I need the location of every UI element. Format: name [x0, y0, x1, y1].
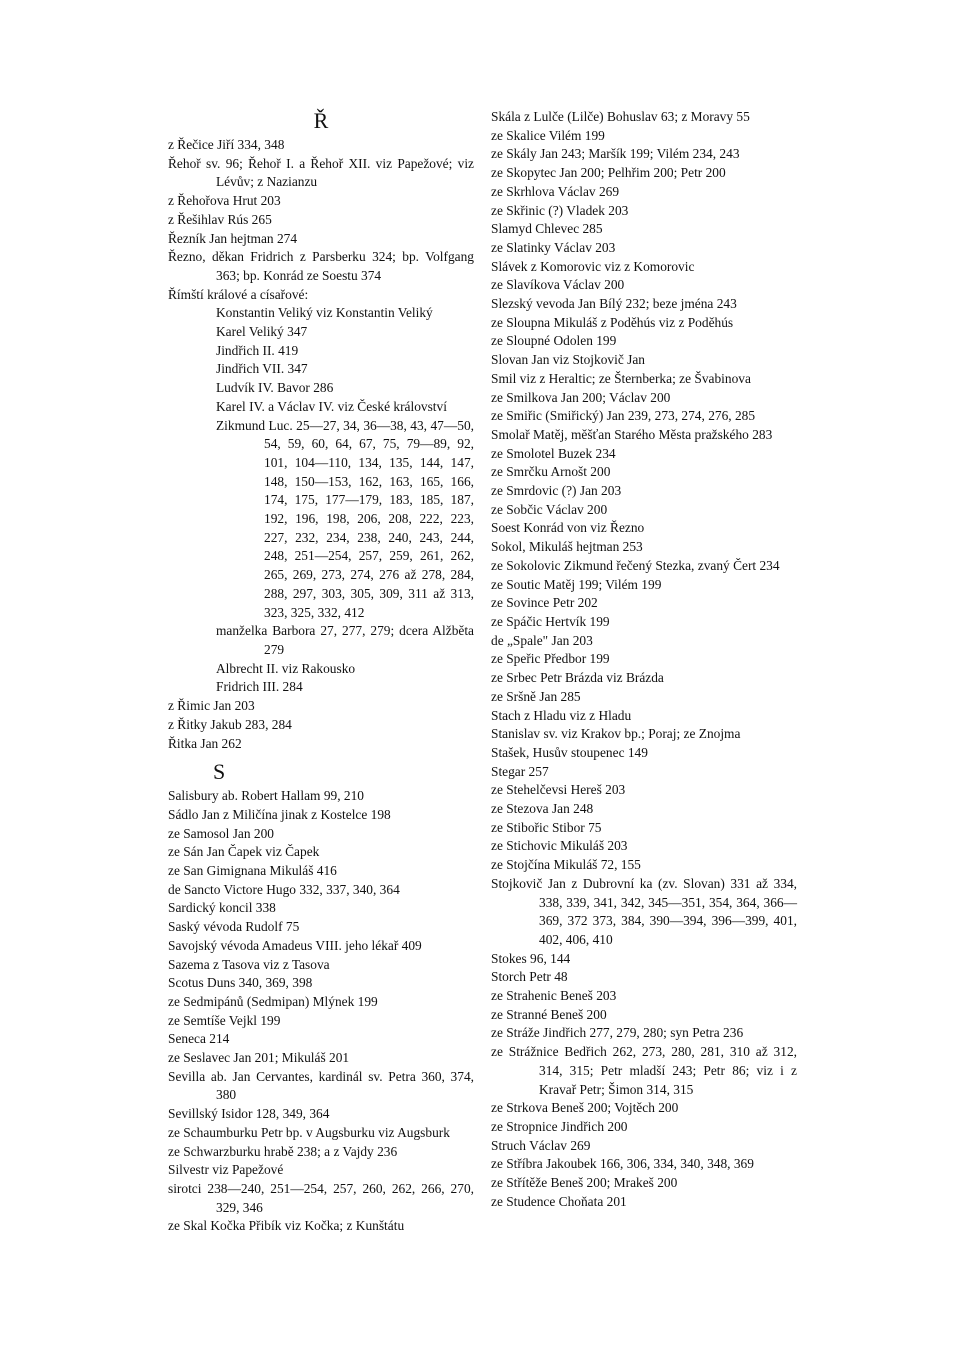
index-subentry: Albrecht II. viz Rakousko: [216, 660, 356, 676]
index-entry: z Řehořova Hrut 203: [168, 193, 281, 209]
index-entry: Soest Konrád von viz Řezno: [491, 520, 645, 536]
index-entry: Salisbury ab. Robert Hallam 99, 210: [168, 788, 364, 804]
index-entry: ze Skrhlova Václav 269: [491, 183, 620, 199]
index-entry: ze Sedmipánů (Sedmipan) Mlýnek 199: [168, 993, 378, 1009]
index-entry: Seneca 214: [168, 1031, 230, 1047]
index-entry: de Sancto Victore Hugo 332, 337, 340, 364: [168, 881, 400, 897]
index-entry: ze Slatinky Václav 203: [491, 239, 616, 255]
index-entry: ze Skopytec Jan 200; Pelhřim 200; Petr 200: [491, 165, 726, 181]
index-entry: Silvestr viz Papežové: [168, 1162, 284, 1178]
index-entry: ze Stráže Jindřich 277, 279, 280; syn Petra 236: [491, 1025, 744, 1041]
index-entry: Sardický koncil 338: [168, 900, 276, 916]
index-entry: ze Stichovic Mikuláš 203: [491, 838, 628, 854]
index-entry: Saský vévoda Rudolf 75: [168, 919, 300, 935]
index-entry: Savojský vévoda Amadeus VIII. jeho lékař 409: [168, 937, 422, 953]
index-entry: Stanislav sv. viz Krakov bp.; Poraj; ze Znojma: [491, 726, 741, 742]
index-entry: ze Soutic Matěj 199; Vilém 199: [491, 576, 662, 592]
index-entry: ze Semtíše Vejkl 199: [168, 1012, 281, 1028]
index-entry: ze Smilkova Jan 200; Václav 200: [491, 389, 671, 405]
index-list-r: [168, 136, 474, 753]
index-entry: ze Skřinic (?) Vladek 203: [491, 202, 629, 218]
index-entry: Stach z Hladu viz z Hladu: [491, 707, 632, 723]
index-entry: ze Stehelčevsi Hereš 203: [491, 782, 626, 798]
index-entry: Struch Václav 269: [491, 1137, 591, 1153]
index-entry: Stašek, Husův stoupenec 149: [491, 744, 648, 760]
index-entry: ze Sovince Petr 202: [491, 595, 598, 611]
index-entry: Slovan Jan viz Stojkovič Jan: [491, 352, 645, 368]
index-entry: ze Stezova Jan 248: [491, 801, 594, 817]
section-heading-r: Ř: [313, 108, 329, 133]
index-entry: ze Samosol Jan 200: [168, 825, 274, 841]
index-list-right: [491, 108, 797, 1211]
index-entry: z Řečice Jiří 334, 348: [168, 137, 285, 152]
index-entry: z Řešihlav Rús 265: [168, 211, 272, 227]
index-entry: ze Skály Jan 243; Maršík 199; Vilém 234, 243: [491, 146, 740, 162]
index-entry: ze Srbec Petr Brázda viz Brázda: [491, 670, 664, 686]
index-entry: ze Smrčku Arnošt 200: [491, 464, 611, 480]
index-entry: ze Schaumburku Petr bp. v Augsburku viz Augsburk: [168, 1124, 450, 1140]
index-entry: ze Slavíkova Václav 200: [491, 277, 625, 293]
index-entry: Slamyd Chlevec 285: [491, 221, 603, 237]
index-entry: Římští králové a císařové:: [168, 286, 309, 302]
index-entry: ze Studence Choňata 201: [491, 1193, 627, 1209]
index-entry: ze Stříbra Jakoubek 166, 306, 334, 340, 348, 369: [491, 1156, 754, 1172]
index-entry: Sádlo Jan z Miličína jinak z Kostelce 198: [168, 806, 391, 822]
index-entry: Smil viz z Heraltic; ze Šternberka; ze Švabinova: [491, 370, 751, 386]
index-entry: Řehoř sv. 96; Řehoř I. a Řehoř XII. viz Papežové; viz Lévův; z Nazianzu: [168, 155, 474, 190]
index-entry: ze Sloupné Odolen 199: [491, 333, 617, 349]
index-entry: ze Sloupna Mikuláš z Poděhús viz z Poděhús: [491, 314, 734, 330]
index-subentry: manželka Barbora 27, 277, 279; dcera Alžběta 279: [216, 623, 474, 657]
index-entry: Stokes 96, 144: [491, 950, 571, 966]
index-entry: Řitka Jan 262: [168, 735, 242, 751]
right-column: [491, 108, 797, 1211]
index-entry: Řezno, děkan Fridrich z Parsberku 324; bp. Volfgang 363; bp. Konrád ze Soestu 374: [168, 249, 474, 283]
index-entry: ze Střítěže Beneš 200; Mrakeš 200: [491, 1175, 678, 1191]
index-entry: ze Seslavec Jan 201; Mikuláš 201: [168, 1050, 350, 1066]
index-entry: Sevillský Isidor 128, 349, 364: [168, 1106, 330, 1122]
left-column: [168, 108, 474, 1236]
index-entry: ze Schwarzburku hrabě 238; a z Vajdy 236: [168, 1143, 398, 1159]
index-entry: ze Smrdovic (?) Jan 203: [491, 483, 622, 499]
index-entry: ze Stranné Beneš 200: [491, 1006, 607, 1022]
index-entry: Stojkovič Jan z Dubrovní ka (zv. Slovan) 331 až 334, 338, 339, 341, 342, 345—351, 354, 364, 366—369, 372 373, 384, 390—394, 396—399, 401, 402, 406, 410: [491, 875, 797, 947]
index-entry: sirotci 238—240, 251—254, 257, 260, 262, 266, 270, 329, 346: [168, 1180, 474, 1215]
index-entry: Sokol, Mikuláš hejtman 253: [491, 539, 643, 555]
index-entry: ze Stojčína Mikuláš 72, 155: [491, 857, 641, 873]
index-entry: Slezský vevoda Jan Bílý 232; beze jména 243: [491, 296, 737, 312]
index-entry: ze Sobčic Václav 200: [491, 501, 608, 517]
index-entry: ze Skal Kočka Přibík viz Kočka; z Kunštátu: [168, 1218, 405, 1234]
index-entry: ze Strkova Beneš 200; Vojtěch 200: [491, 1100, 679, 1116]
index-entry: ze Sán Jan Čapek viz Čapek: [168, 844, 320, 860]
index-entry: Řezník Jan hejtman 274: [168, 230, 298, 246]
index-entry: z Řimic Jan 203: [168, 698, 255, 714]
index-entry: ze Skalice Vilém 199: [491, 127, 605, 143]
index-entry: ze Sokolovic Zikmund řečený Stezka, zvaný Čert 234: [491, 557, 780, 573]
index-entry: ze Strážnice Bedřich 262, 273, 280, 281, 310 až 312, 314, 315; Petr mladší 243; Petr 86; viz i z Kravař Petr; Šimon 314, 315: [491, 1044, 797, 1097]
section-heading-s: S: [213, 759, 226, 785]
index-entry: Slávek z Komorovic viz z Komorovic: [491, 258, 695, 274]
index-entry: de „Spale" Jan 203: [491, 632, 593, 648]
index-entry: ze Spáčic Hertvík 199: [491, 613, 610, 629]
index-entry: ze Stropnice Jindřich 200: [491, 1118, 628, 1134]
index-entry: ze Sršně Jan 285: [491, 688, 581, 704]
index-subentry: Jindřich VII. 347: [216, 361, 308, 377]
index-entry: ze Smiřic (Smiřický) Jan 239, 273, 274, 276, 285: [491, 408, 756, 424]
index-subentry: Jindřich II. 419: [216, 342, 299, 358]
index-entry: Sevilla ab. Jan Cervantes, kardinál sv. Petra 360, 374, 380: [168, 1068, 474, 1103]
index-entry: ze Stibořic Stibor 75: [491, 819, 602, 835]
index-subentry: Ludvík IV. Bavor 286: [216, 380, 334, 396]
index-subentry: Zikmund Luc. 25—27, 34, 36—38, 43, 47—50, 54, 59, 60, 64, 67, 75, 79—89, 92, 101, 104—110, 134, 135, 144, 147, 148, 150—153, 162, 163, 165, 166, 174, 175, 177—179, 183, 185, 187, 192, 196, 198, 206, 208, 222, 223, 227, 232, 234, 238, 240, 243, 244, 248, 251—254, 257, 259, 261, 262, 265, 269, 273, 274, 276 až 278, 284, 288, 297, 303, 305, 309, 311 až 313, 323, 325, 332, 412: [216, 417, 474, 620]
index-entry: ze San Gimignana Mikuláš 416: [168, 863, 337, 879]
index-entry: ze Speřic Předbor 199: [491, 651, 610, 667]
index-entry: Stegar 257: [491, 763, 549, 779]
index-entry: Storch Petr 48: [491, 969, 568, 985]
index-entry: Scotus Duns 340, 369, 398: [168, 975, 313, 991]
index-entry: ze Smolotel Buzek 234: [491, 445, 616, 461]
index-entry: ze Strahenic Beneš 203: [491, 988, 617, 1004]
index-subentry: Fridrich III. 284: [216, 679, 303, 695]
index-list-s: [168, 787, 474, 1236]
index-subentry: Konstantin Veliký viz Konstantin Veliký: [216, 305, 433, 321]
index-entry: Smolař Matěj, měšťan Starého Města pražského 283: [491, 426, 773, 442]
index-entry: Sazema z Tasova viz z Tasova: [168, 956, 330, 972]
index-subentry: Karel IV. a Václav IV. viz České království: [216, 398, 447, 414]
index-entry: Skála z Lulče (Lilče) Bohuslav 63; z Moravy 55: [491, 109, 750, 124]
index-entry: z Řitky Jakub 283, 284: [168, 716, 292, 732]
index-subentry: Karel Veliký 347: [216, 324, 308, 340]
